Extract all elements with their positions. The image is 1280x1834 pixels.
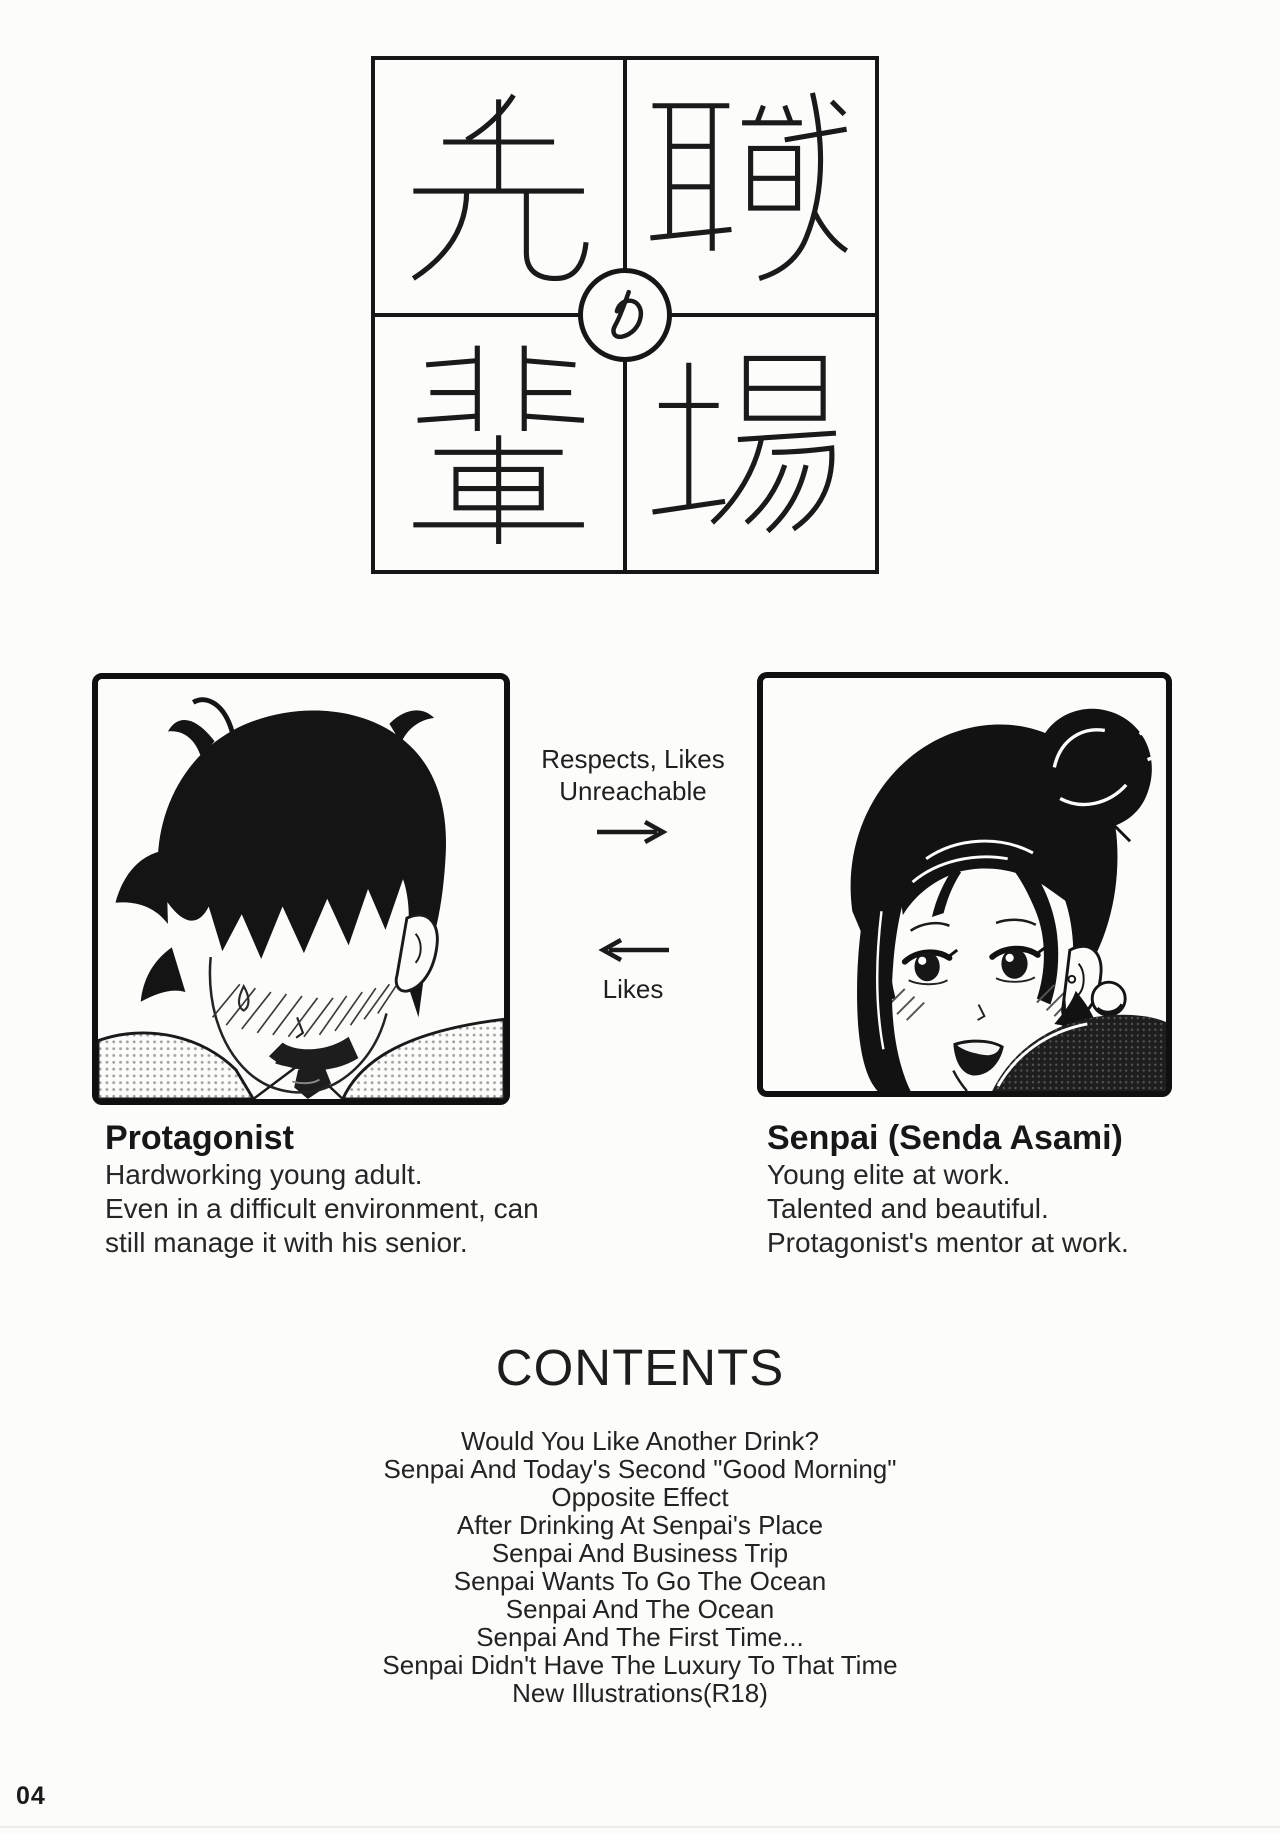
protagonist-description bbox=[105, 1118, 625, 1260]
contents-item: After Drinking At Senpai's Place bbox=[456, 1510, 824, 1540]
arrow-right-icon bbox=[593, 818, 673, 846]
logo-cell-top-left bbox=[375, 60, 625, 315]
protagonist-name: Protagonist bbox=[105, 1119, 294, 1157]
senpai-name: Senpai (Senda Asami) bbox=[767, 1119, 1123, 1157]
logo-cell-bottom-left bbox=[375, 315, 625, 570]
kanji-sen-glyph bbox=[392, 78, 605, 296]
contents-item: Senpai Wants To Go The Ocean bbox=[453, 1566, 827, 1596]
logo-cell-bottom-right bbox=[625, 315, 875, 570]
relationship-to-protagonist-label: Likes bbox=[602, 974, 664, 1004]
contents-item: Senpai And Business Trip bbox=[491, 1538, 789, 1568]
contents-item: Would You Like Another Drink? bbox=[461, 1426, 819, 1456]
page-number: 04 bbox=[16, 1782, 46, 1810]
senpai-portrait bbox=[757, 672, 1172, 1097]
relationship-to-senpai-line1: Respects, Likes bbox=[541, 744, 725, 774]
kanji-ba-glyph bbox=[644, 335, 857, 553]
hair-bun bbox=[1034, 709, 1151, 830]
scan-artifact-line bbox=[0, 1826, 1280, 1828]
logo-no-circle bbox=[578, 268, 672, 362]
contents-item: Senpai Didn't Have The Luxury To That Time bbox=[382, 1650, 898, 1680]
kanji-shoku-glyph bbox=[644, 78, 857, 296]
description-line: Protagonist's mentor at work. bbox=[767, 1227, 1129, 1258]
description-line: Young elite at work. bbox=[767, 1159, 1011, 1190]
contents-item: Senpai And Today's Second "Good Morning" bbox=[383, 1454, 897, 1484]
contents-item: Senpai And The Ocean bbox=[505, 1594, 775, 1624]
relationship-to-senpai-line2: Unreachable bbox=[559, 776, 707, 806]
kana-no-glyph bbox=[594, 284, 656, 346]
kanji-hai-glyph bbox=[392, 335, 605, 553]
relationship-block bbox=[513, 744, 753, 1014]
description-line: Even in a difficult environment, can bbox=[105, 1193, 539, 1224]
description-line: still manage it with his senior. bbox=[105, 1227, 468, 1258]
description-line: Talented and beautiful. bbox=[767, 1193, 1049, 1224]
contents-list bbox=[0, 1427, 1280, 1707]
logo-cell-top-right bbox=[625, 60, 875, 315]
contents-item: Senpai And The First Time... bbox=[476, 1622, 804, 1652]
protagonist-portrait-image bbox=[98, 679, 504, 1099]
senpai-description bbox=[767, 1118, 1280, 1260]
protagonist-hair bbox=[115, 700, 446, 1018]
protagonist-portrait bbox=[92, 673, 510, 1105]
senpai-portrait-image bbox=[763, 678, 1166, 1091]
arrow-left-icon bbox=[593, 936, 673, 964]
contents-heading: CONTENTS bbox=[495, 1339, 785, 1396]
contents-item: New Illustrations(R18) bbox=[512, 1678, 768, 1708]
contents-item: Opposite Effect bbox=[551, 1482, 729, 1512]
protagonist-ear bbox=[396, 915, 437, 991]
title-logo bbox=[371, 56, 879, 574]
description-line: Hardworking young adult. bbox=[105, 1159, 423, 1190]
